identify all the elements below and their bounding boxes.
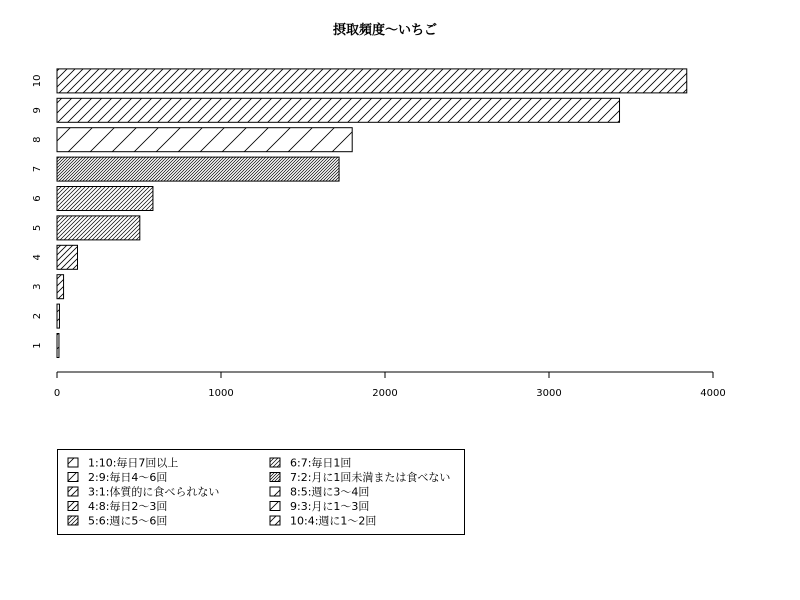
legend-swatch (68, 516, 78, 525)
legend-label: 4:8:毎日2〜3回 (88, 500, 168, 513)
y-tick-label: 4 (32, 254, 43, 261)
legend-swatch (68, 487, 78, 496)
y-tick-label: 9 (32, 107, 43, 114)
bar-8 (57, 128, 352, 152)
y-tick-label: 10 (32, 74, 43, 88)
x-tick-label: 4000 (700, 388, 726, 399)
y-tick-label: 3 (32, 283, 43, 290)
y-axis (32, 75, 43, 349)
legend-label: 9:3:月に1〜3回 (290, 500, 370, 513)
legend-label: 5:6:週に5〜6回 (88, 514, 168, 528)
bar-4 (57, 245, 78, 269)
bar-7 (57, 157, 339, 181)
x-tick-label: 2000 (372, 388, 398, 399)
legend (58, 450, 465, 535)
x-axis (54, 372, 726, 399)
y-tick-label: 8 (32, 136, 43, 143)
legend-label: 6:7:毎日1回 (290, 456, 352, 470)
bar-5 (57, 216, 140, 240)
legend-swatch (270, 502, 280, 511)
bar-1 (57, 334, 59, 358)
y-tick-label: 5 (32, 224, 43, 232)
y-tick-label: 1 (32, 342, 43, 349)
legend-swatch (270, 487, 280, 496)
chart-title: 摂取頻度〜いちご (332, 23, 438, 38)
legend-label: 10:4:週に1〜2回 (290, 514, 377, 528)
bars-group (57, 69, 687, 358)
legend-label: 8:5:週に3〜4回 (290, 485, 370, 499)
bar-9 (57, 98, 620, 122)
legend-label: 1:10:毎日7回以上 (88, 456, 179, 470)
legend-swatch (68, 458, 78, 467)
y-tick-label: 6 (32, 195, 43, 202)
bar-3 (57, 275, 64, 299)
legend-label: 3:1:体質的に食べられない (88, 485, 220, 499)
legend-swatch (68, 473, 78, 482)
y-tick-label: 7 (32, 165, 43, 173)
legend-swatch (270, 516, 280, 525)
x-tick-label: 3000 (536, 388, 562, 399)
legend-swatch (68, 502, 78, 511)
x-tick-label: 0 (53, 388, 61, 399)
y-tick-label: 2 (32, 312, 43, 320)
legend-label: 2:9:毎日4〜6回 (88, 471, 168, 484)
bar-2 (57, 304, 59, 328)
bar-10 (57, 69, 687, 93)
legend-label: 7:2:月に1回未満または食べない (290, 471, 451, 484)
legend-swatch (270, 458, 280, 467)
bar-6 (57, 187, 153, 211)
legend-swatch (270, 473, 280, 482)
x-tick-label: 1000 (208, 388, 234, 399)
